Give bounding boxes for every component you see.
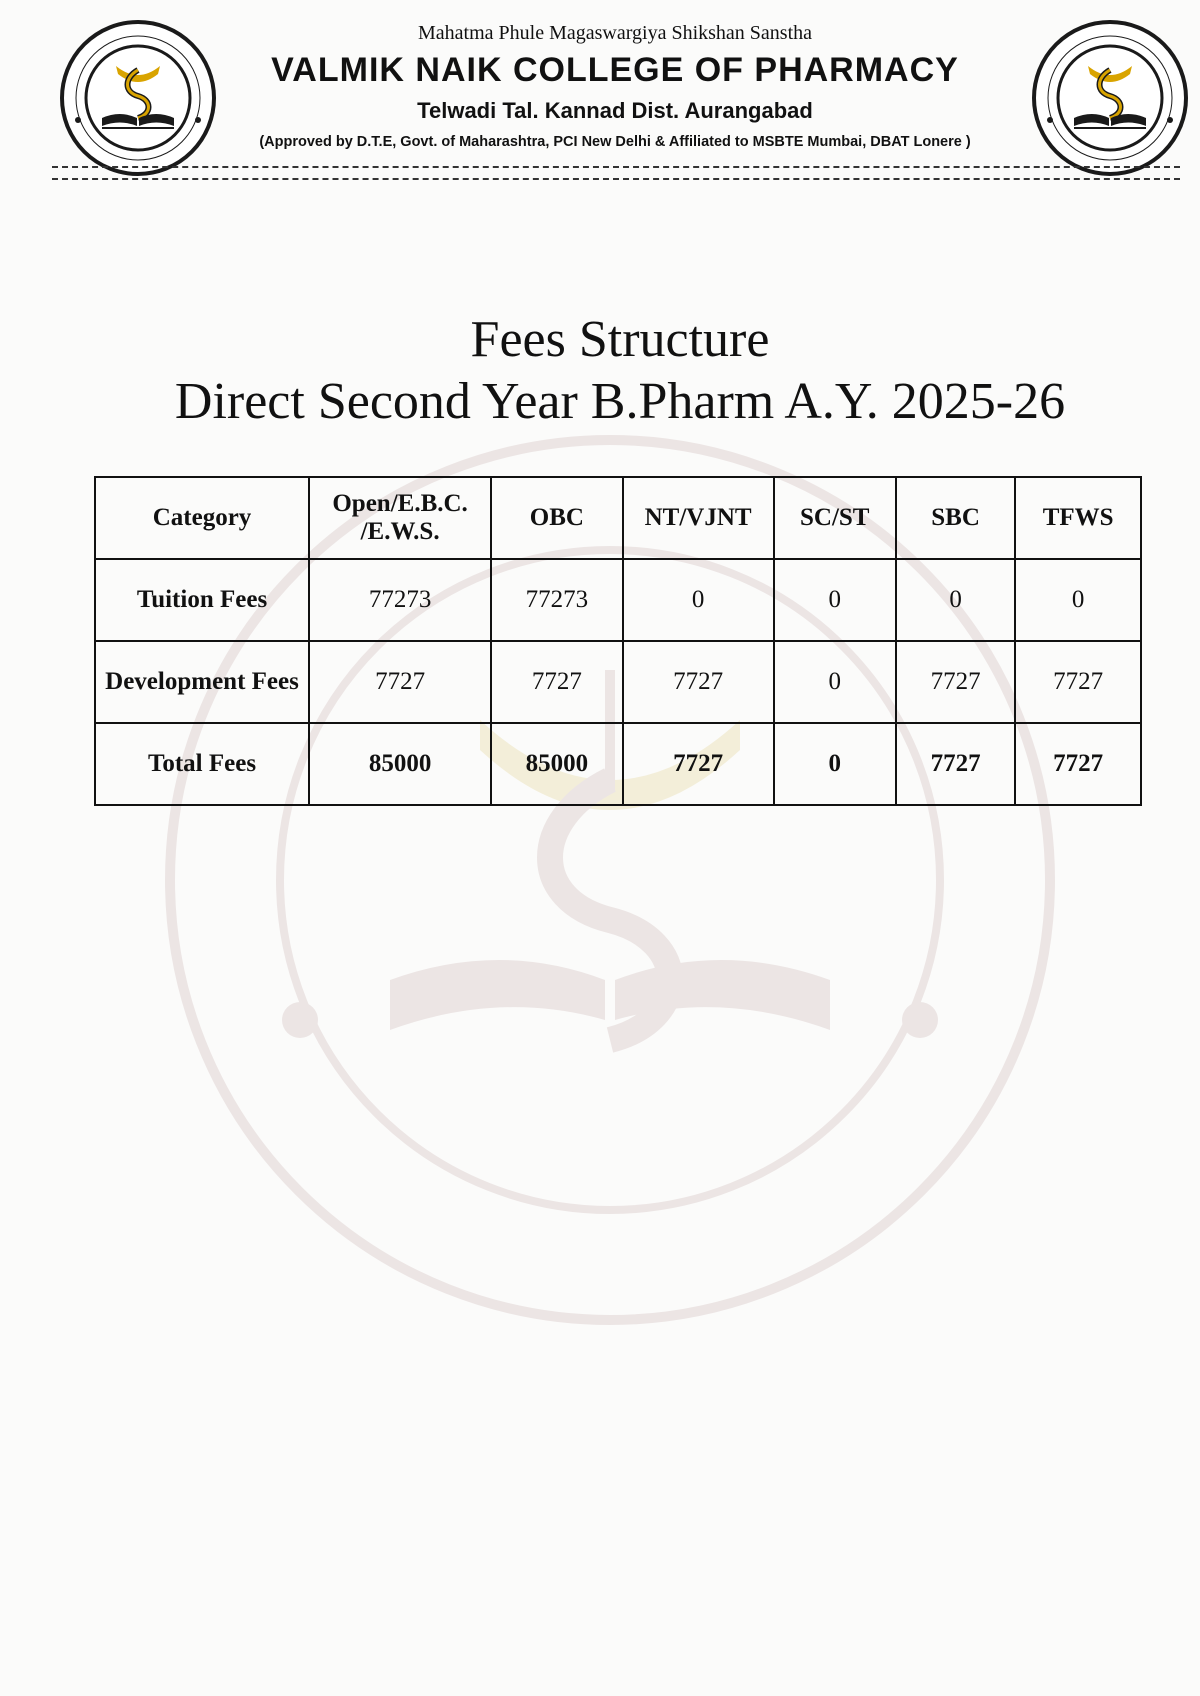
table-cell: 7727 <box>491 641 622 723</box>
college-name: VALMIK NAIK COLLEGE OF PHARMACY <box>271 51 959 89</box>
table-row-total <box>95 723 1141 805</box>
column-header: SBC <box>896 477 1015 559</box>
document-title: Fees Structure <box>470 311 770 368</box>
document-subtitle: Direct Second Year B.Pharm A.Y. 2025-26 <box>174 373 1066 430</box>
column-header: NT/VJNT <box>623 477 774 559</box>
table-cell: 77273 <box>491 559 622 641</box>
row-label: Development Fees <box>95 641 309 723</box>
table-header-row <box>95 477 1141 559</box>
column-header: SC/ST <box>774 477 896 559</box>
letterhead <box>0 0 1200 185</box>
table-cell: 0 <box>623 559 774 641</box>
table-cell: 7727 <box>896 641 1015 723</box>
column-header: OBC <box>491 477 622 559</box>
table-cell: 0 <box>774 723 896 805</box>
table-cell: 7727 <box>623 641 774 723</box>
approval-statement: (Approved by D.T.E, Govt. of Maharashtra, PCI New Delhi & Affiliated to MSBTE Mumbai, DBAT Lonere ) <box>259 134 971 150</box>
table-cell: 85000 <box>491 723 622 805</box>
header-divider <box>52 166 1180 180</box>
table-cell: 0 <box>1015 559 1141 641</box>
table-cell: 7727 <box>623 723 774 805</box>
table-cell: 0 <box>774 559 896 641</box>
table-cell: 77273 <box>309 559 491 641</box>
college-address: Telwadi Tal. Kannad Dist. Aurangabad <box>417 98 813 123</box>
fees-table <box>94 476 1142 806</box>
table-row <box>95 559 1141 641</box>
column-header: Category <box>95 477 309 559</box>
table-cell: 7727 <box>1015 641 1141 723</box>
table-cell: 7727 <box>1015 723 1141 805</box>
table-cell: 7727 <box>896 723 1015 805</box>
table-cell: 0 <box>896 559 1015 641</box>
college-seal-logo-left <box>58 18 218 178</box>
college-seal-logo-right <box>1030 18 1190 178</box>
column-header: Open/E.B.C. /E.W.S. <box>309 477 491 559</box>
table-cell: 7727 <box>309 641 491 723</box>
trust-name: Mahatma Phule Magaswargiya Shikshan Sanstha <box>417 22 812 44</box>
table-row <box>95 641 1141 723</box>
row-label: Total Fees <box>95 723 309 805</box>
table-cell: 0 <box>774 641 896 723</box>
row-label: Tuition Fees <box>95 559 309 641</box>
table-cell: 85000 <box>309 723 491 805</box>
letterhead-text <box>200 18 1030 150</box>
column-header: TFWS <box>1015 477 1141 559</box>
